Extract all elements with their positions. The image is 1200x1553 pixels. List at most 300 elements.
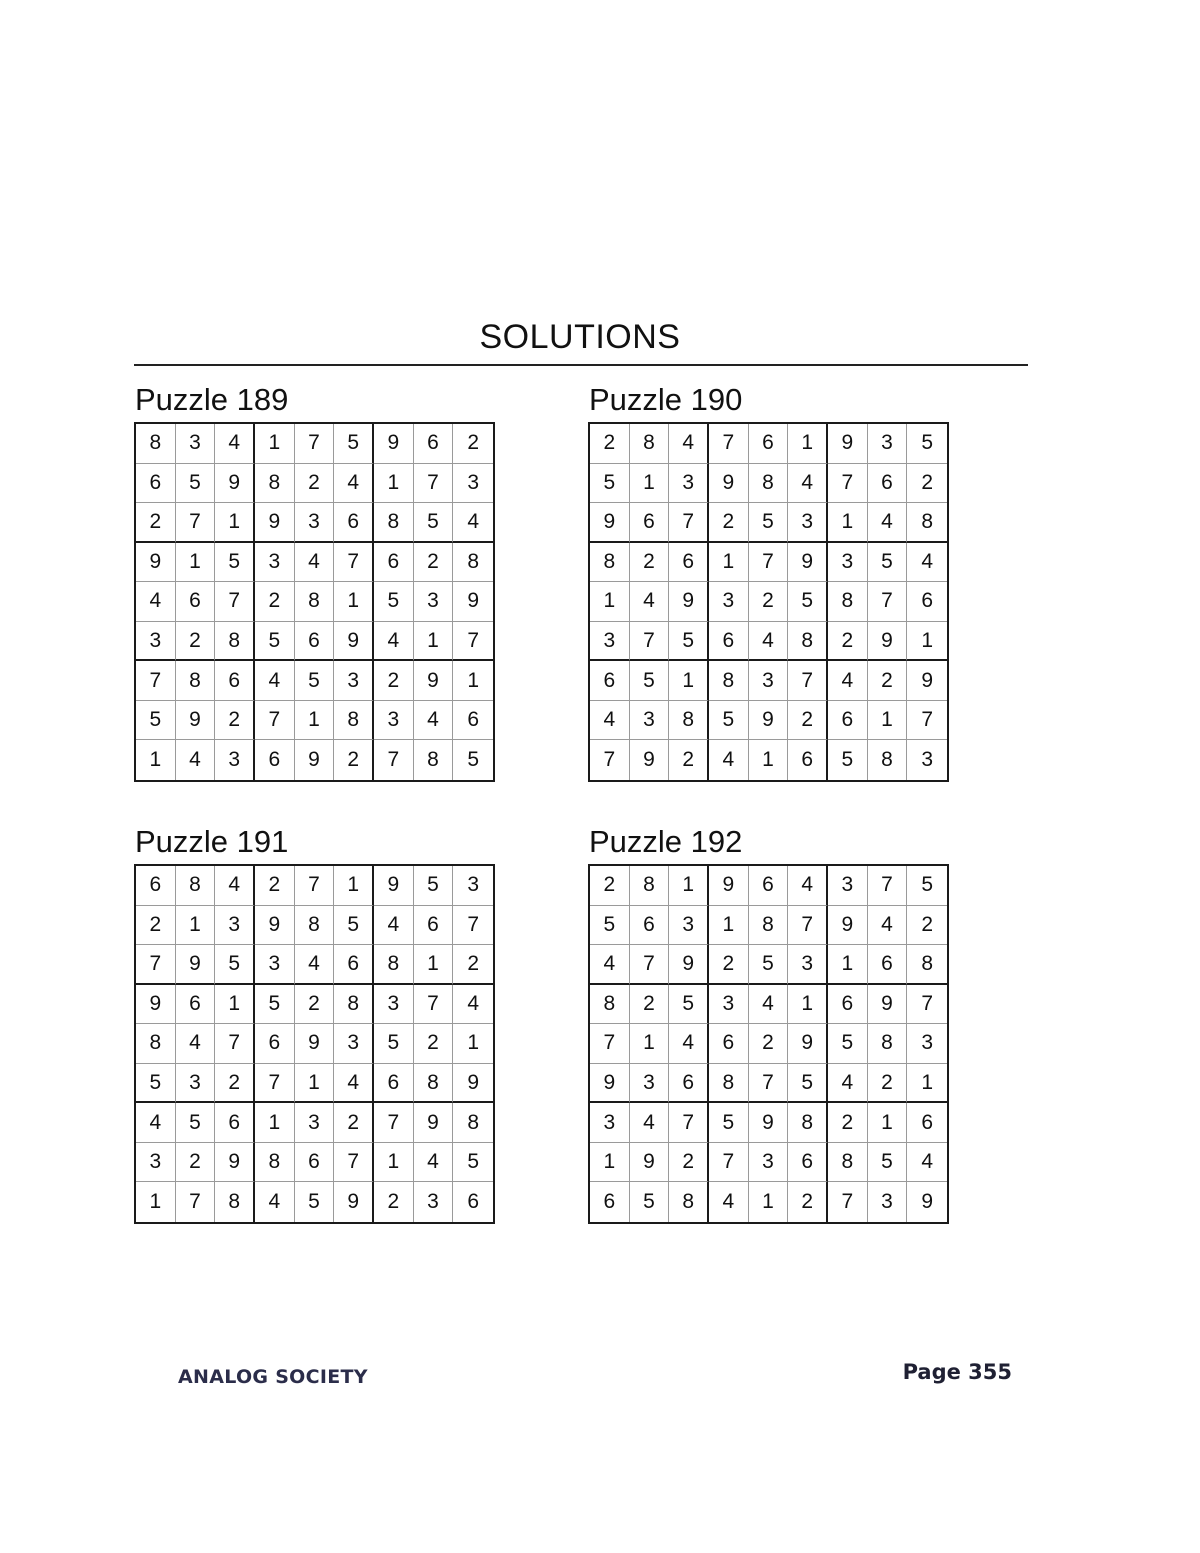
grid-cell: 4	[374, 622, 414, 662]
grid-cell: 2	[788, 701, 828, 741]
grid-cell: 9	[215, 464, 255, 504]
grid-cell: 3	[669, 464, 709, 504]
grid-cell: 5	[749, 945, 789, 985]
grid-cell: 4	[868, 503, 908, 543]
grid-cell: 1	[868, 701, 908, 741]
grid-cell: 2	[295, 464, 335, 504]
grid-cell: 3	[136, 622, 176, 662]
puzzle-label: Puzzle 190	[589, 382, 743, 417]
grid-cell: 7	[414, 985, 454, 1025]
grid-cell: 1	[334, 866, 374, 906]
grid-cell: 7	[453, 622, 493, 662]
grid-cell: 5	[334, 424, 374, 464]
grid-cell: 4	[709, 1182, 749, 1222]
grid-cell: 3	[788, 945, 828, 985]
grid-cell: 9	[176, 945, 216, 985]
grid-cell: 3	[788, 503, 828, 543]
grid-cell: 2	[334, 740, 374, 780]
grid-cell: 1	[453, 661, 493, 701]
sudoku-grid	[588, 422, 949, 782]
grid-cell: 4	[709, 740, 749, 780]
grid-cell: 7	[749, 1064, 789, 1104]
grid-cell: 6	[467, 1190, 479, 1214]
grid-cell: 9	[828, 424, 868, 464]
grid-cell: 6	[215, 1103, 255, 1143]
grid-cell: 2	[295, 985, 335, 1025]
grid-cell: 7	[374, 1103, 414, 1143]
grid-cell: 5	[590, 906, 630, 946]
grid-cell: 5	[749, 503, 789, 543]
grid-cell: 1	[215, 503, 255, 543]
grid-cell: 9	[334, 622, 374, 662]
grid-cell: 9	[453, 1064, 493, 1104]
grid-cell: 6	[749, 866, 789, 906]
grid-cell: 5	[453, 1143, 493, 1183]
grid-cell: 1	[295, 1064, 335, 1104]
grid-cell: 8	[453, 1103, 493, 1143]
grid-cell: 5	[788, 1064, 828, 1104]
grid-cell: 1	[669, 661, 709, 701]
grid-cell: 3	[453, 866, 493, 906]
grid-cell: 8	[868, 1024, 908, 1064]
grid-cell: 2	[136, 503, 176, 543]
grid-cell: 8	[749, 906, 789, 946]
grid-cell: 8	[630, 424, 670, 464]
grid-cell: 5	[136, 701, 176, 741]
grid-cell: 2	[453, 424, 493, 464]
grid-cell: 7	[136, 661, 176, 701]
grid-cell: 4	[630, 1103, 670, 1143]
grid-cell: 2	[176, 1143, 216, 1183]
grid-cell: 2	[215, 1064, 255, 1104]
grid-cell: 6	[136, 866, 176, 906]
grid-cell: 3	[709, 582, 749, 622]
grid-cell: 6	[255, 740, 295, 780]
grid-cell: 2	[828, 1103, 868, 1143]
grid-cell: 7	[295, 866, 335, 906]
grid-cell: 1	[868, 1103, 908, 1143]
grid-cell: 1	[414, 622, 454, 662]
grid-cell: 1	[374, 1143, 414, 1183]
grid-cell: 9	[669, 945, 709, 985]
grid-cell: 6	[255, 1024, 295, 1064]
grid-cell: 7	[749, 543, 789, 583]
grid-cell: 8	[255, 464, 295, 504]
grid-cell: 7	[669, 1103, 709, 1143]
grid-cell: 4	[868, 906, 908, 946]
grid-cell: 3	[136, 1143, 176, 1183]
grid-cell: 5	[709, 701, 749, 741]
grid-cell: 7	[590, 740, 630, 780]
grid-cell: 6	[630, 906, 670, 946]
grid-cell: 6	[868, 464, 908, 504]
grid-cell: 9	[709, 464, 749, 504]
grid-cell: 6	[295, 1143, 335, 1183]
grid-cell: 8	[788, 622, 828, 662]
grid-cell: 6	[136, 464, 176, 504]
grid-cell: 9	[136, 543, 176, 583]
grid-cell: 9	[215, 1143, 255, 1183]
page-title: SOLUTIONS	[479, 318, 681, 356]
grid-cell: 4	[136, 582, 176, 622]
grid-cell: 2	[907, 464, 947, 504]
grid-cell: 2	[709, 945, 749, 985]
grid-cell: 3	[295, 1103, 335, 1143]
puzzle-label: Puzzle 189	[135, 382, 289, 417]
grid-cell: 3	[453, 464, 493, 504]
grid-cell: 7	[374, 740, 414, 780]
grid-cell: 6	[828, 701, 868, 741]
grid-cell: 7	[295, 424, 335, 464]
grid-cell: 2	[749, 1024, 789, 1064]
grid-cell: 3	[334, 1024, 374, 1064]
grid-cell: 6	[176, 582, 216, 622]
grid-cell: 1	[709, 906, 749, 946]
grid-cell: 3	[374, 985, 414, 1025]
grid-cell: 4	[828, 1064, 868, 1104]
grid-cell: 2	[669, 740, 709, 780]
grid-cell: 8	[136, 424, 176, 464]
grid-cell: 2	[255, 866, 295, 906]
grid-cell: 7	[669, 503, 709, 543]
grid-cell: 9	[709, 866, 749, 906]
grid-cell: 5	[334, 906, 374, 946]
grid-cell: 4	[334, 1064, 374, 1104]
grid-cell: 7	[630, 945, 670, 985]
grid-cell: 3	[868, 1182, 908, 1222]
grid-cell: 4	[215, 424, 255, 464]
grid-cell: 9	[176, 701, 216, 741]
grid-cell: 6	[907, 582, 947, 622]
grid-cell: 9	[255, 906, 295, 946]
grid-cell: 7	[630, 622, 670, 662]
grid-cell: 3	[868, 424, 908, 464]
grid-cell: 4	[215, 866, 255, 906]
grid-cell: 6	[374, 1064, 414, 1104]
grid-cell: 9	[374, 866, 414, 906]
grid-cell: 9	[414, 661, 454, 701]
grid-cell: 2	[334, 1103, 374, 1143]
grid-cell: 8	[136, 1024, 176, 1064]
grid-cell: 2	[453, 945, 493, 985]
grid-cell: 2	[374, 661, 414, 701]
puzzle-191	[134, 822, 496, 1224]
grid-cell: 3	[414, 1182, 454, 1222]
grid-cell: 5	[669, 985, 709, 1025]
grid-cell: 2	[255, 582, 295, 622]
grid-cell: 6	[828, 985, 868, 1025]
grid-cell: 8	[868, 740, 908, 780]
grid-cell: 1	[453, 1024, 493, 1064]
grid-cell: 7	[868, 582, 908, 622]
grid-cell: 6	[788, 1143, 828, 1183]
grid-cell: 8	[709, 661, 749, 701]
grid-cell: 4	[630, 582, 670, 622]
grid-cell: 4	[453, 503, 493, 543]
grid-cell: 3	[176, 1064, 216, 1104]
grid-cell: 4	[590, 701, 630, 741]
grid-cell: 1	[828, 503, 868, 543]
grid-cell: 7	[334, 1143, 374, 1183]
grid-cell: 3	[630, 1064, 670, 1104]
grid-cell: 4	[907, 543, 947, 583]
grid-cell: 3	[828, 866, 868, 906]
grid-cell: 2	[868, 1064, 908, 1104]
grid-cell: 1	[176, 543, 216, 583]
grid-cell: 8	[709, 1064, 749, 1104]
grid-cell: 2	[669, 1143, 709, 1183]
grid-cell: 8	[669, 1182, 709, 1222]
footer-brand: ANALOG SOCIETY	[178, 1366, 368, 1388]
grid-cell: 1	[414, 945, 454, 985]
grid-cell: 8	[374, 503, 414, 543]
grid-cell: 7	[788, 906, 828, 946]
grid-cell: 7	[868, 866, 908, 906]
grid-cell: 2	[828, 622, 868, 662]
grid-cell: 1	[136, 740, 176, 780]
grid-cell: 2	[414, 543, 454, 583]
grid-cell: 5	[215, 543, 255, 583]
grid-cell: 5	[374, 1024, 414, 1064]
grid-cell: 9	[295, 1024, 335, 1064]
grid-cell: 7	[215, 1024, 255, 1064]
page-number: Page 355	[902, 1360, 1012, 1384]
grid-cell: 8	[295, 906, 335, 946]
grid-cell: 7	[334, 543, 374, 583]
grid-cell: 6	[788, 740, 828, 780]
grid-cell: 7	[414, 464, 454, 504]
grid-cell: 3	[749, 1143, 789, 1183]
grid-cell: 2	[590, 866, 630, 906]
grid-cell: 2	[630, 543, 670, 583]
grid-cell: 6	[414, 424, 454, 464]
grid-cell: 7	[907, 701, 947, 741]
grid-cell: 2	[136, 906, 176, 946]
grid-cell: 9	[788, 1024, 828, 1064]
grid-cell: 9	[414, 1103, 454, 1143]
grid-cell: 8	[907, 503, 947, 543]
grid-cell: 3	[255, 945, 295, 985]
grid-cell: 1	[255, 1103, 295, 1143]
grid-cell: 8	[828, 1143, 868, 1183]
grid-cell: 1	[255, 424, 295, 464]
grid-cell: 5	[868, 1143, 908, 1183]
grid-cell: 6	[749, 424, 789, 464]
grid-cell: 4	[414, 701, 454, 741]
grid-cell: 2	[590, 424, 630, 464]
grid-cell: 3	[907, 1024, 947, 1064]
grid-cell: 4	[136, 1103, 176, 1143]
grid-cell: 5	[414, 503, 454, 543]
grid-cell: 9	[374, 424, 414, 464]
grid-cell: 7	[176, 503, 216, 543]
grid-cell: 9	[453, 582, 493, 622]
grid-cell: 4	[749, 985, 789, 1025]
grid-cell: 6	[709, 1024, 749, 1064]
grid-cell: 5	[788, 582, 828, 622]
grid-cell: 9	[295, 740, 335, 780]
grid-cell: 2	[709, 503, 749, 543]
grid-cell: 9	[590, 1064, 630, 1104]
grid-cell: 1	[907, 1064, 947, 1104]
grid-cell: 1	[828, 945, 868, 985]
puzzle-190	[588, 380, 950, 782]
grid-cell: 5	[215, 945, 255, 985]
grid-cell: 5	[176, 464, 216, 504]
grid-cell: 5	[828, 1024, 868, 1064]
grid-cell: 5	[907, 866, 947, 906]
grid-cell: 1	[295, 701, 335, 741]
grid-cell: 6	[630, 503, 670, 543]
grid-cell: 1	[590, 582, 630, 622]
grid-cell: 3	[374, 701, 414, 741]
grid-cell: 6	[414, 906, 454, 946]
grid-cell: 2	[868, 661, 908, 701]
grid-cell: 5	[630, 1182, 670, 1222]
grid-cell: 8	[374, 945, 414, 985]
grid-cell: 4	[788, 464, 828, 504]
grid-cell: 7	[453, 906, 493, 946]
grid-cell: 4	[334, 464, 374, 504]
grid-cell: 2	[907, 906, 947, 946]
grid-cell: 7	[828, 1182, 868, 1222]
grid-cell: 6	[669, 1064, 709, 1104]
grid-cell: 3	[215, 740, 255, 780]
grid-cell: 3	[255, 543, 295, 583]
grid-cell: 7	[215, 582, 255, 622]
grid-cell: 1	[215, 985, 255, 1025]
grid-cell: 5	[669, 622, 709, 662]
grid-cell: 3	[828, 543, 868, 583]
grid-cell: 4	[907, 1143, 947, 1183]
grid-cell: 5	[709, 1103, 749, 1143]
grid-cell: 8	[453, 543, 493, 583]
sudoku-grid	[134, 422, 495, 782]
puzzle-189	[134, 380, 496, 782]
grid-cell: 6	[295, 622, 335, 662]
grid-cell: 9	[907, 661, 947, 701]
grid-cell: 2	[630, 985, 670, 1025]
grid-cell: 4	[749, 622, 789, 662]
grid-cell: 5	[295, 1182, 335, 1222]
grid-cell: 9	[921, 1190, 933, 1214]
grid-cell: 4	[255, 1182, 295, 1222]
sudoku-grid	[134, 864, 495, 1224]
grid-cell: 4	[295, 945, 335, 985]
grid-cell: 6	[334, 503, 374, 543]
grid-cell: 4	[255, 661, 295, 701]
grid-cell: 4	[414, 1143, 454, 1183]
grid-cell: 6	[907, 1103, 947, 1143]
grid-cell: 8	[295, 582, 335, 622]
grid-cell: 5	[467, 748, 479, 772]
grid-cell: 8	[255, 1143, 295, 1183]
grid-cell: 5	[907, 424, 947, 464]
grid-cell: 9	[749, 1103, 789, 1143]
grid-cell: 3	[590, 622, 630, 662]
grid-cell: 3	[295, 503, 335, 543]
grid-cell: 8	[414, 740, 454, 780]
grid-cell: 8	[215, 1182, 255, 1222]
grid-cell: 7	[788, 661, 828, 701]
grid-cell: 9	[630, 1143, 670, 1183]
grid-cell: 9	[630, 740, 670, 780]
grid-cell: 8	[176, 661, 216, 701]
grid-cell: 7	[136, 945, 176, 985]
grid-cell: 6	[334, 945, 374, 985]
title-divider	[134, 364, 1028, 366]
grid-cell: 2	[414, 1024, 454, 1064]
grid-cell: 4	[295, 543, 335, 583]
grid-cell: 5	[414, 866, 454, 906]
grid-cell: 4	[590, 945, 630, 985]
grid-cell: 3	[414, 582, 454, 622]
grid-cell: 8	[669, 701, 709, 741]
grid-cell: 9	[590, 503, 630, 543]
grid-cell: 8	[590, 985, 630, 1025]
grid-cell: 6	[590, 661, 630, 701]
grid-cell: 1	[788, 985, 828, 1025]
grid-cell: 5	[868, 543, 908, 583]
grid-cell: 5	[255, 622, 295, 662]
grid-cell: 1	[374, 464, 414, 504]
grid-cell: 4	[453, 985, 493, 1025]
grid-cell: 4	[374, 906, 414, 946]
grid-cell: 8	[828, 582, 868, 622]
grid-cell: 1	[788, 424, 828, 464]
grid-cell: 3	[590, 1103, 630, 1143]
grid-cell: 4	[176, 1024, 216, 1064]
grid-cell: 7	[907, 985, 947, 1025]
grid-cell: 9	[334, 1182, 374, 1222]
grid-cell: 4	[669, 1024, 709, 1064]
grid-cell: 9	[868, 985, 908, 1025]
grid-cell: 1	[334, 582, 374, 622]
grid-cell: 5	[374, 582, 414, 622]
grid-cell: 1	[136, 1182, 176, 1222]
grid-cell: 8	[176, 866, 216, 906]
grid-cell: 1	[907, 622, 947, 662]
grid-cell: 2	[176, 622, 216, 662]
grid-cell: 9	[255, 503, 295, 543]
grid-cell: 1	[630, 464, 670, 504]
grid-cell: 3	[669, 906, 709, 946]
grid-cell: 8	[215, 622, 255, 662]
sudoku-grid	[588, 864, 949, 1224]
grid-cell: 9	[868, 622, 908, 662]
grid-cell: 7	[709, 424, 749, 464]
grid-cell: 1	[590, 1143, 630, 1183]
grid-cell: 3	[176, 424, 216, 464]
grid-cell: 8	[590, 543, 630, 583]
grid-cell: 3	[921, 748, 933, 772]
puzzle-192	[588, 822, 950, 1224]
grid-cell: 4	[828, 661, 868, 701]
grid-cell: 5	[828, 740, 868, 780]
grid-cell: 4	[669, 424, 709, 464]
grid-cell: 6	[709, 622, 749, 662]
grid-cell: 5	[590, 464, 630, 504]
grid-cell: 7	[255, 701, 295, 741]
grid-cell: 8	[414, 1064, 454, 1104]
grid-cell: 6	[374, 543, 414, 583]
grid-cell: 5	[630, 661, 670, 701]
grid-cell: 6	[453, 701, 493, 741]
grid-cell: 1	[669, 866, 709, 906]
grid-cell: 5	[255, 985, 295, 1025]
grid-cell: 5	[295, 661, 335, 701]
grid-cell: 8	[630, 866, 670, 906]
